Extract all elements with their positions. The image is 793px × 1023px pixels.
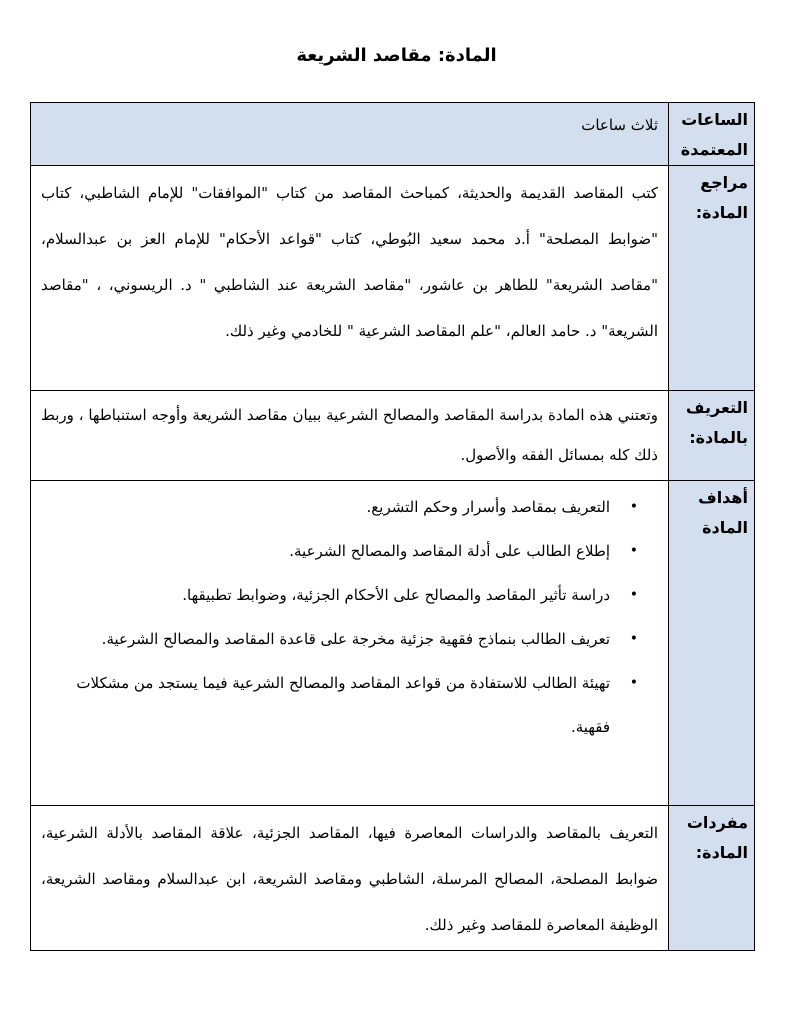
course-items-label: مفردات المادة:	[669, 806, 755, 951]
table-row-references	[31, 166, 755, 391]
bullet-icon: •	[629, 631, 638, 647]
goal-text: تهيئة الطالب للاستفادة من قواعد المقاصد والمصالح الشرعية فيما يستجد من مشكلات فقهية.	[76, 674, 610, 736]
references-label: مراجع المادة:	[669, 166, 755, 391]
bullet-icon: •	[629, 675, 638, 691]
goal-text: التعريف بمقاصد وأسرار وحكم التشريع.	[366, 498, 610, 516]
table-row-goals	[31, 481, 755, 806]
goal-text: إطلاع الطالب على أدلة المقاصد والمصالح الشرعية.	[289, 542, 610, 560]
goals-cell	[31, 481, 669, 806]
definition-cell	[31, 391, 669, 481]
table-row-credit-hours	[31, 103, 755, 166]
course-info-table	[30, 102, 755, 951]
references-cell	[31, 166, 669, 391]
goals-label: أهداف المادة	[669, 481, 755, 806]
bullet-icon: •	[629, 499, 638, 515]
bullet-icon: •	[629, 543, 638, 559]
course-items-text: التعريف بالمقاصد والدراسات المعاصرة فيها، المقاصد الجزئية، علاقة المقاصد بالأدلة الشرعية، ضوابط المصلحة، المصالح المرسلة، الشاطبي ومقاصد الشريعة، ابن عبدالسلام ومقاصد الشريعة، الوظيفة المعاصرة للمقاصد وغير ذلك.	[41, 824, 658, 934]
references-text: كتب المقاصد القديمة والحديثة، كمباحث المقاصد من كتاب "الموافقات" للإمام الشاطبي، كتاب "ضوابط المصلحة" أ.د محمد سعيد البُوطي، كتاب "قواعد الأحكام" للإمام العز بن عبدالسلام، "مقاصد الشريعة" للطاهر بن عاشور، "مقاصد الشريعة عند الشاطبي " د. الريسوني، ، "مقاصد الشريعة" د. حامد العالم، "علم المقاصد الشرعية " للخادمي وغير ذلك.	[41, 184, 658, 340]
list-item	[41, 529, 638, 573]
definition-label: التعريف بالمادة:	[669, 391, 755, 481]
goals-list	[41, 485, 658, 749]
definition-text: وتعتني هذه المادة بدراسة المقاصد والمصالح الشرعية ببيان مقاصد الشريعة وأوجه استنباطها ، وربط ذلك كله بمسائل الفقه والأصول.	[41, 406, 658, 464]
list-item	[41, 485, 638, 529]
course-items-cell	[31, 806, 669, 951]
list-item	[41, 661, 638, 749]
credit-hours-value: ثلاث ساعات	[31, 103, 669, 166]
credit-hours-label: الساعات المعتمدة	[669, 103, 755, 166]
list-item	[41, 617, 638, 661]
page-title: المادة: مقاصد الشريعة	[296, 45, 497, 66]
table-row-definition	[31, 391, 755, 481]
list-item	[41, 573, 638, 617]
table-row-course-items	[31, 806, 755, 951]
goal-text: دراسة تأثير المقاصد والمصالح على الأحكام الجزئية، وضوابط تطبيقها.	[182, 586, 610, 604]
bullet-icon: •	[629, 587, 638, 603]
goal-text: تعريف الطالب بنماذج فقهية جزئية مخرجة على قاعدة المقاصد والمصالح الشرعية.	[101, 630, 610, 648]
